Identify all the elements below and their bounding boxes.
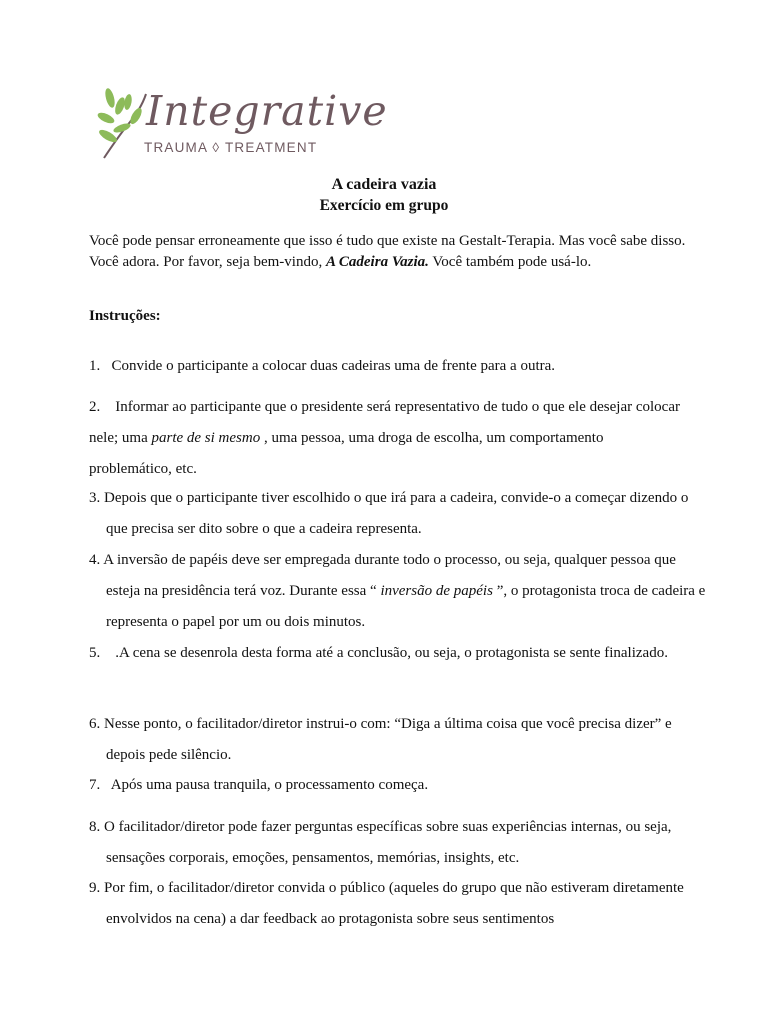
- list-item-5: [89, 638, 689, 669]
- item-text: A inversão de papéis deve ser empregada durante todo o processo, ou seja, qualquer pessoa que esteja na presidência terá voz. Durante essa “: [103, 552, 676, 599]
- item-text: ”, o protagonista troca de cadeira e representa o papel por um ou dois minutos.: [106, 583, 706, 630]
- item-text: .A cena se desenrola desta forma até a conclusão, ou seja, o protagonista se sente finalizado.: [115, 645, 668, 661]
- item-number: 6.: [89, 716, 101, 732]
- item-text: Convide o participante a colocar duas cadeiras uma de frente para a outra.: [111, 358, 556, 374]
- item-number: 2.: [89, 399, 101, 415]
- logo: [96, 87, 388, 164]
- logo-subtitle: TRAUMA ◊ TREATMENT: [144, 140, 318, 155]
- list-item-1: [89, 351, 689, 382]
- item-number: 1.: [89, 358, 101, 374]
- intro-emphasis: A Cadeira Vazia.: [325, 254, 429, 270]
- item-text: Depois que o participante tiver escolhido o que irá para a cadeira, convide-o a começar dizendo o que precisa ser dito sobre o que a cadeira representa.: [104, 490, 689, 537]
- page-title: A cadeira vazia: [331, 176, 437, 193]
- item-text: Após uma pausa tranquila, o processamento começa.: [110, 777, 429, 793]
- item-emphasis: parte de si mesmo: [151, 430, 261, 446]
- item-text: Nesse ponto, o facilitador/diretor instrui-o com: “Diga a última coisa que você precisa dizer” e depois pede silêncio.: [104, 716, 672, 763]
- list-item-6: [89, 709, 706, 771]
- item-number: 7.: [89, 777, 101, 793]
- intro-text-1: Você pode pensar erroneamente que isso é tudo que existe na Gestalt-Terapia. Mas você sabe disso. Você adora. Por favor, seja bem-vindo,: [89, 233, 686, 270]
- item-text: O facilitador/diretor pode fazer perguntas específicas sobre suas experiências internas, ou seja, sensações corporais, emoções, pensamentos, memórias, insights, etc.: [104, 819, 672, 866]
- instructions-heading: Instruções:: [89, 308, 161, 324]
- intro-paragraph: [89, 231, 689, 273]
- item-number: 4.: [89, 552, 101, 568]
- list-item-9: [89, 873, 706, 935]
- item-emphasis: inversão de papéis: [380, 583, 493, 599]
- item-text: Informar ao participante que o presidente será representativo de tudo o que ele desejar colocar nele; uma: [89, 399, 680, 446]
- logo-wordmark: Integrative: [146, 87, 388, 135]
- list-item-7: [89, 770, 689, 801]
- list-item-4: [89, 545, 706, 638]
- list-item-2: [89, 392, 689, 485]
- item-number: 9.: [89, 880, 101, 896]
- item-number: 5.: [89, 645, 101, 661]
- item-number: 8.: [89, 819, 101, 835]
- item-number: 3.: [89, 490, 101, 506]
- list-item-8: [89, 812, 706, 874]
- item-text: Por fim, o facilitador/diretor convida o público (aqueles do grupo que não estiveram diretamente envolvidos na cena) a dar feedback ao protagonista sobre seus sentimentos: [104, 880, 684, 927]
- item-text: , uma pessoa, uma droga de escolha, um comportamento problemático, etc.: [89, 430, 604, 477]
- page-subtitle: Exercício em grupo: [319, 197, 449, 214]
- list-item-3: [89, 483, 706, 545]
- intro-text-2: Você também pode usá-lo.: [428, 254, 592, 270]
